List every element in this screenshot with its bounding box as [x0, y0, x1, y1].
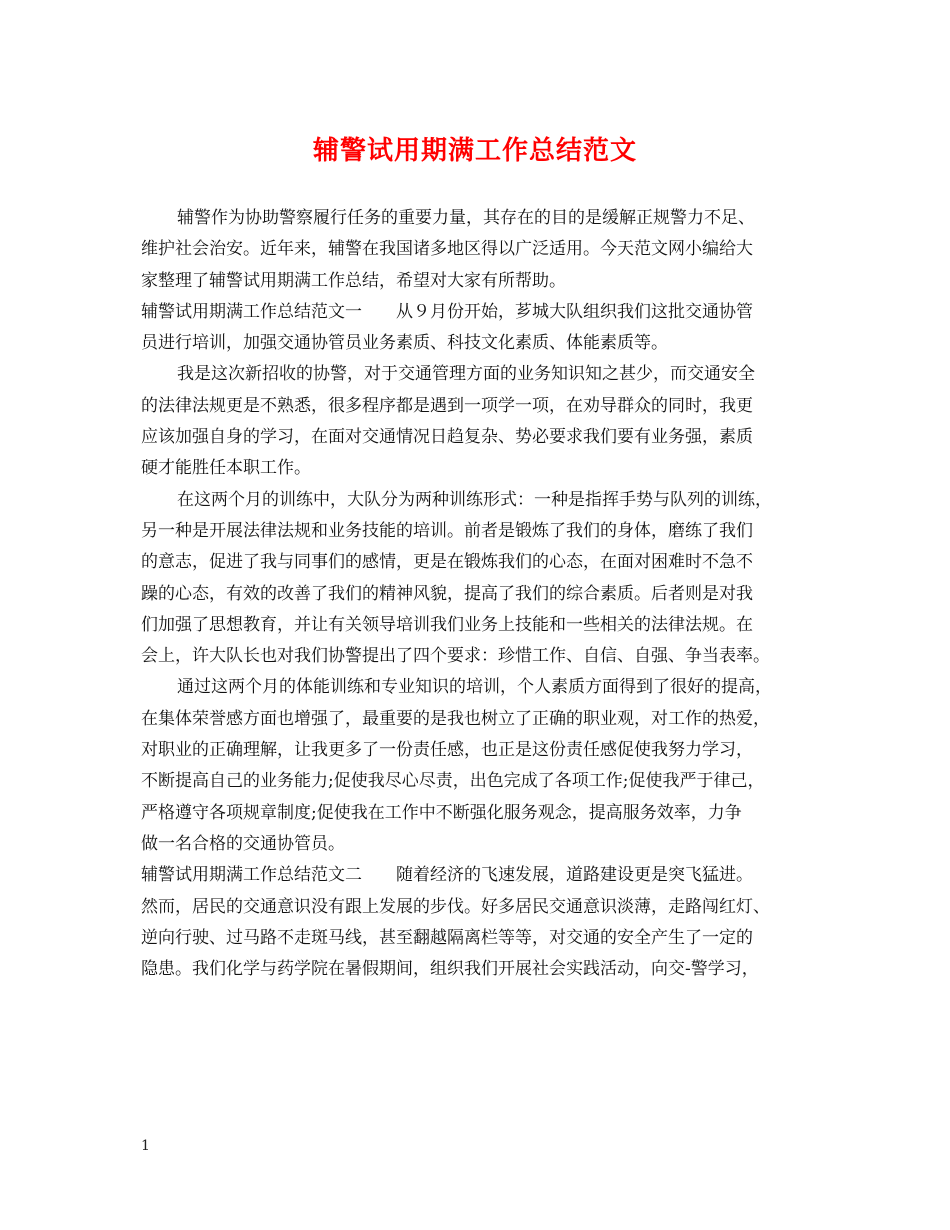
text-line: 躁的心态，有效的改善了我们的精神风貌，提高了我们的综合素质。后者则是对我 [141, 583, 753, 604]
text-line: 们加强了思想教育，并让有关领导培训我们业务上技能和一些相关的法律法规。在 [141, 614, 753, 635]
document-title: 辅警试用期满工作总结范文 [312, 136, 637, 166]
text-line: 不断提高自己的业务能力;促使我尽心尽责，出色完成了各项工作;促使我严于律己， [141, 771, 765, 792]
text-line: 做一名合格的交通协管员。 [141, 833, 345, 854]
text-line: 在这两个月的训练中，大队分为两种训练形式：一种是指挥手势与队列的训练， [177, 489, 772, 510]
text-line: 在集体荣誉感方面也增强了，最重要的是我也树立了正确的职业观，对工作的热爱， [141, 708, 770, 729]
text-line: 通过这两个月的体能训练和专业知识的培训，个人素质方面得到了很好的提高， [177, 677, 772, 698]
text-line: 的法律法规更是不熟悉，很多程序都是遇到一项学一项，在劝导群众的同时，我更 [141, 395, 753, 416]
text-line: 辅警试用期满工作总结范文二 随着经济的飞速发展，道路建设更是突飞猛进。 [141, 865, 753, 886]
text-line: 会上，许大队长也对我们协警提出了四个要求：珍惜工作、自信、自强、争当表率。 [141, 646, 770, 667]
document-body [141, 203, 813, 985]
text-line: 家整理了辅警试用期满工作总结，希望对大家有所帮助。 [141, 270, 566, 291]
text-line: 的意志，促进了我与同事们的感情，更是在锻炼我们的心态，在面对困难时不急不 [141, 552, 753, 573]
text-line: 逆向行驶、过马路不走斑马线，甚至翻越隔离栏等等，对交通的安全产生了一定的 [141, 927, 753, 948]
text-line: 硬才能胜任本职工作。 [141, 458, 311, 479]
text-line: 维护社会治安。近年来，辅警在我国诸多地区得以广泛适用。今天范文网小编给大 [141, 239, 753, 260]
text-line: 严格遵守各项规章制度;促使我在工作中不断强化服务观念，提高服务效率，力争 [141, 802, 742, 823]
text-line: 对职业的正确理解，让我更多了一份责任感，也正是这份责任感促使我努力学习， [141, 740, 753, 761]
text-line: 辅警试用期满工作总结范文一 从９月份开始，芗城大队组织我们这批交通协管 [141, 301, 753, 322]
text-line: 另一种是开展法律法规和业务技能的培训。前者是锻炼了我们的身体，磨练了我们 [141, 520, 753, 541]
text-line: 应该加强自身的学习，在面对交通情况日趋复杂、势必要求我们要有业务强，素质 [141, 427, 753, 448]
text-line: 隐患。我们化学与药学院在暑假期间，组织我们开展社会实践活动，向交-警学习， [141, 959, 759, 980]
text-line: 辅警作为协助警察履行任务的重要力量，其存在的目的是缓解正规警力不足、 [177, 208, 755, 228]
text-line: 员进行培训，加强交通协管员业务素质、科技文化素质、体能素质等。 [141, 333, 668, 354]
page-number: 1 [141, 1138, 150, 1154]
text-line: 我是这次新招收的协警，对于交通管理方面的业务知识知之甚少，而交通安全 [177, 364, 755, 385]
text-line: 然而，居民的交通意识没有跟上发展的步伐。好多居民交通意识淡薄，走路闯红灯、 [141, 896, 770, 917]
